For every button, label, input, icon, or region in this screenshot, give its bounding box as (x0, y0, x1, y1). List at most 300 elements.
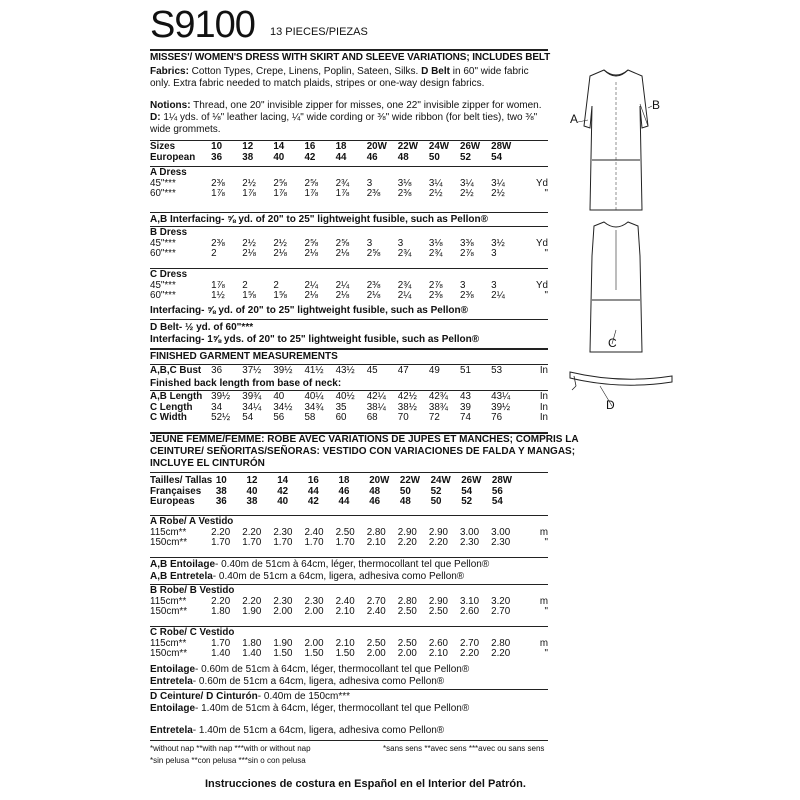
c-dress-table (150, 270, 548, 302)
finished-title: FINISHED GARMENT MEASUREMENTS (150, 351, 338, 362)
unit-cell: " (544, 537, 548, 549)
table-row (150, 366, 548, 377)
table-cell: 2.30 (460, 537, 480, 549)
unit-cell: m (539, 526, 548, 538)
table-cell: 53 (491, 365, 503, 376)
table-cell: 1⅝ (273, 290, 287, 302)
table-cell: 3 (366, 177, 373, 189)
table-cell: 2.30 (491, 537, 511, 549)
table-cell: 2¼ (397, 290, 412, 302)
table-cell: 2.00 (273, 606, 293, 618)
table-cell: 38¼ (366, 401, 386, 413)
row-label: 150cm** (150, 606, 188, 618)
table-cell: 2⅜ (397, 188, 412, 200)
table-row (150, 607, 548, 618)
table-cell: 26W (461, 475, 482, 486)
table-cell: 40¼ (304, 391, 324, 402)
divider (150, 319, 548, 320)
table-cell: 22W (399, 475, 421, 486)
c-interfacing: Interfacing- ⅝ yd. of 20" to 25" lightweight fusible, such as Pellon® (150, 305, 469, 316)
table-cell: 1⅞ (211, 279, 225, 291)
row-label: European (150, 151, 196, 163)
table-cell: 2.30 (273, 595, 293, 607)
row-label: 115cm** (150, 595, 187, 607)
table-cell: 2.10 (335, 606, 355, 618)
table-cell: 76 (491, 412, 503, 424)
table-cell: 2⅝ (304, 237, 319, 249)
label-b: B (652, 98, 661, 112)
unit-cell: " (544, 606, 548, 618)
table-cell: 37½ (242, 365, 262, 376)
table-cell: 2.70 (366, 595, 386, 607)
label-a: A (570, 112, 579, 126)
table-cell: 52 (430, 485, 442, 497)
unit-cell (523, 476, 548, 487)
row-label: 45"*** (150, 237, 176, 249)
table-cell: 2.80 (397, 595, 417, 607)
table-cell: 34 (211, 401, 223, 413)
section-label: C Robe/ C Vestido (150, 627, 235, 638)
table-cell: 10 (215, 475, 227, 486)
row-label: A,B,C Bust (150, 365, 202, 376)
table-cell: 38½ (397, 401, 417, 413)
table-cell: 56 (491, 485, 503, 497)
table-cell: 40 (273, 151, 285, 163)
table-cell: 2.90 (397, 526, 417, 538)
table-cell: 2.40 (366, 606, 386, 618)
row-label: 150cm** (150, 537, 188, 549)
pattern-back-sheet (145, 0, 579, 800)
table-cell: 36 (215, 496, 227, 508)
table-cell: 42¾ (428, 391, 448, 402)
table-cell: 3 (460, 279, 466, 291)
divider (150, 689, 548, 690)
table-row (150, 179, 548, 190)
table-cell: 44 (335, 151, 347, 163)
table-cell: 34¼ (242, 401, 262, 413)
table-cell: 1.50 (304, 648, 324, 660)
table-cell: 52 (460, 151, 471, 163)
table-cell: 52½ (211, 412, 231, 424)
pieces-count: 13 PIECES/PIEZAS (270, 26, 368, 38)
table-cell: 42 (304, 151, 316, 163)
table-cell: 2¼ (335, 279, 350, 291)
table-cell: 38 (242, 151, 254, 163)
row-label: 60"*** (150, 248, 176, 260)
table-cell: 1⅞ (211, 188, 225, 200)
table-cell: 2⅜ (366, 279, 381, 291)
table-row (150, 649, 548, 660)
dress-ab-outline (584, 70, 648, 210)
table-cell: 2¾ (335, 177, 350, 189)
row-label: A,B Length (150, 391, 203, 402)
table-cell: 2⅞ (460, 248, 474, 260)
table-cell: 3.00 (491, 526, 511, 538)
table-cell: 2.00 (304, 637, 324, 649)
notions-note: Notions: Thread, one 20" invisible zipper for misses, one 22" invisible zipper for women. D: 1¼ yds. of ⅛" leather lacing, ¼" wide cording or ⅜" wide ribbon (for belt ties), two ⅜" wide grommets. (150, 100, 542, 135)
dress-c-outline (590, 222, 642, 352)
unit-cell: Yd (536, 237, 548, 249)
table-row (150, 392, 548, 403)
table-cell: 16 (304, 141, 316, 152)
table-cell: 52 (461, 496, 473, 508)
table-cell: 39½ (211, 391, 231, 402)
table-cell: 40 (273, 391, 285, 402)
pattern-title: MISSES'/ WOMEN'S DRESS WITH SKIRT AND SLEEVE VARIATIONS; INCLUDES BELT (150, 52, 551, 63)
table-cell: 42 (307, 496, 319, 508)
table-cell: 39½ (491, 401, 511, 413)
table-cell: 2.00 (304, 606, 324, 618)
table-cell: 50 (399, 485, 411, 497)
table-cell: 1.40 (211, 648, 231, 660)
table-cell: 1.70 (304, 537, 324, 549)
row-label: 45"*** (150, 177, 176, 189)
table-cell: 2¼ (304, 279, 319, 291)
table-cell: 38¾ (428, 401, 448, 413)
b-dress-table (150, 228, 548, 260)
row-label: Françaises (150, 485, 202, 497)
table-cell: 2⅛ (304, 248, 319, 260)
table-row (150, 249, 548, 260)
unit-cell (522, 153, 548, 164)
table-cell: 43¼ (491, 391, 511, 402)
table-cell: 2½ (273, 237, 287, 249)
table-cell: 3 (491, 279, 497, 291)
row-label: Europeas (150, 496, 195, 508)
section-header (150, 517, 548, 528)
table-row (150, 476, 548, 487)
table-cell: 2½ (491, 188, 505, 200)
table-cell: 20W (369, 475, 390, 486)
footnote-es: *sin pelusa **con pelusa ***sin o con pelusa (150, 756, 306, 765)
table-cell: 2.80 (366, 526, 386, 538)
unit-cell: " (544, 648, 548, 660)
unit-cell: " (544, 290, 548, 302)
table-cell: 10 (211, 141, 223, 152)
table-cell: 50 (430, 496, 442, 508)
table-cell: 2.20 (242, 526, 262, 538)
unit-cell: " (544, 248, 548, 260)
table-cell: 3½ (491, 237, 505, 249)
table-cell: 2½ (460, 188, 474, 200)
section-header (150, 628, 548, 639)
divider (150, 268, 548, 269)
table-cell: 2⅛ (335, 248, 350, 260)
table-cell: 1½ (211, 290, 225, 302)
table-cell: 74 (460, 412, 471, 424)
table-cell: 2⅛ (304, 290, 319, 302)
table-cell: 2.20 (428, 537, 448, 549)
table-cell: 2⅜ (366, 188, 381, 200)
table-cell: 48 (399, 496, 411, 508)
table-row (150, 239, 548, 250)
table-cell: 36 (211, 365, 223, 376)
table-cell: 38 (215, 485, 227, 497)
table-cell: 2⅜ (428, 290, 443, 302)
table-cell: 1.70 (211, 637, 231, 649)
table-cell: 2.70 (460, 637, 480, 649)
unit-cell: Yd (536, 279, 548, 291)
divider (150, 472, 548, 473)
section-label: C Dress (150, 269, 188, 280)
table-cell: 2⅛ (366, 290, 381, 302)
a-dress-table (150, 168, 548, 200)
table-cell: 2.90 (428, 595, 448, 607)
table-cell: 2⅛ (335, 290, 350, 302)
table-cell: 3 (491, 248, 497, 260)
table-cell: 70 (397, 412, 409, 424)
table-cell: 34½ (273, 401, 293, 413)
table-row (150, 189, 548, 200)
table-cell: 45 (366, 365, 378, 376)
row-label: C Length (150, 401, 193, 413)
divider (150, 212, 548, 213)
table-cell: 2.50 (397, 637, 417, 649)
table-cell: 2.20 (460, 648, 480, 660)
table-cell: 1.80 (242, 637, 262, 649)
table-cell: 2⅞ (428, 279, 443, 291)
d-belt: D Belt- ½ yd. of 60"*** (150, 322, 254, 333)
table-cell: 2½ (242, 237, 256, 249)
table-cell: 36 (211, 151, 223, 163)
table-cell: 49 (428, 365, 440, 376)
table-cell: 72 (428, 412, 440, 424)
table-cell: 1.50 (335, 648, 355, 660)
table-cell: 39 (460, 401, 471, 413)
table-cell: 43 (460, 391, 471, 402)
table-cell: 18 (335, 141, 347, 152)
label-d: D (606, 398, 615, 412)
table-cell: 3 (397, 237, 404, 249)
table-cell: 20W (366, 141, 387, 152)
table-cell: 1⅞ (335, 188, 350, 200)
table-cell: 51 (460, 365, 471, 376)
back-length-title: Finished back length from base of neck: (150, 378, 342, 389)
table-cell: 2¼ (491, 290, 505, 302)
belt-d-outline (570, 372, 672, 406)
table-cell: 2⅜ (211, 177, 225, 189)
table-cell: 1.90 (242, 606, 262, 618)
table-row (150, 497, 548, 508)
table-cell: 18 (338, 475, 350, 486)
table-cell: 2½ (428, 188, 443, 200)
table-cell: 2.50 (397, 606, 417, 618)
table-cell: 41½ (304, 365, 324, 376)
section-header (150, 586, 548, 597)
table-cell: 40½ (335, 391, 355, 402)
table-cell: 14 (273, 141, 285, 152)
table-cell: 1⅝ (242, 290, 256, 302)
table-cell: 3.10 (460, 595, 480, 607)
table-cell: 54 (242, 412, 254, 424)
row-label: C Width (150, 412, 187, 424)
table-cell: 68 (366, 412, 378, 424)
table-row (150, 403, 548, 414)
table-cell: 2.20 (211, 526, 231, 538)
section-header (150, 228, 548, 239)
table-cell: 43½ (335, 365, 355, 376)
table-cell: 28W (491, 141, 512, 152)
d-ceinture: D Ceinture/ D Cinturón- 0.40m de 150cm*** (150, 691, 351, 702)
table-cell: 54 (491, 151, 503, 163)
table-cell: 3¼ (428, 177, 443, 189)
table-cell: 1⅞ (273, 188, 287, 200)
table-cell: 24W (430, 475, 451, 486)
divider (150, 226, 548, 227)
a-robe-table (150, 517, 548, 549)
table-cell: 12 (242, 141, 254, 152)
table-cell: 28W (491, 475, 513, 486)
table-cell: 1.50 (273, 648, 293, 660)
illustrations (560, 60, 800, 460)
table-cell: 44 (338, 496, 350, 508)
footnote-fr: *sans sens **avec sens ***avec ou sans sens (383, 744, 545, 753)
footnote-en: *without nap **with nap ***with or without nap (150, 744, 311, 753)
table-cell: 2.50 (366, 637, 386, 649)
table-cell: 42½ (397, 391, 417, 402)
table-cell: 44 (307, 485, 319, 497)
table-cell: 2⅝ (366, 248, 381, 260)
row-label: 150cm** (150, 648, 188, 660)
table-cell: 2.00 (366, 648, 386, 660)
table-cell: 2⅝ (273, 177, 287, 189)
table-cell: 1.90 (273, 637, 293, 649)
table-cell: 1.40 (242, 648, 262, 660)
table-cell: 42 (277, 485, 289, 497)
table-cell: 39½ (273, 365, 293, 376)
pattern-code: S9100 (150, 4, 255, 46)
table-cell: 2.90 (428, 526, 448, 538)
table-row (150, 487, 548, 498)
tailles-table (150, 476, 548, 508)
dress-illustrations (560, 60, 800, 460)
table-cell: 2.20 (491, 648, 511, 660)
european-row (150, 153, 548, 164)
table-cell: 3 (366, 237, 373, 249)
section-header (150, 270, 548, 281)
unit-cell (523, 497, 548, 508)
table-cell: 47 (397, 365, 409, 376)
table-row (150, 538, 548, 549)
pointer-a (578, 120, 588, 122)
table-cell: 2¾ (428, 248, 443, 260)
table-cell: 1.80 (211, 606, 231, 618)
section-label: B Robe/ B Vestido (150, 585, 235, 596)
row-label: 115cm** (150, 526, 187, 538)
table-cell: 16 (307, 475, 319, 486)
unit-cell: m (539, 595, 548, 607)
ab-entretela: A,B Entretela- 0.40m de 51cm a 64cm, ligera, adhesiva como Pellon® (150, 571, 465, 582)
table-cell: 1.70 (242, 537, 262, 549)
table-cell: 54 (491, 496, 503, 508)
table-cell: 48 (369, 485, 381, 497)
section-header (150, 168, 548, 179)
section-label: B Dress (150, 227, 188, 238)
bottom-note: Instrucciones de costura en Español en el Interior del Patrón. (205, 778, 526, 790)
row-label: 60"*** (150, 290, 176, 302)
table-cell: 3¼ (460, 177, 474, 189)
table-cell: 14 (277, 475, 289, 486)
row-label: Sizes (150, 141, 176, 152)
table-cell: 2.80 (491, 637, 511, 649)
divider (150, 740, 548, 741)
unit-cell (523, 487, 548, 498)
table-cell: 2¾ (397, 279, 412, 291)
table-cell: 48 (397, 151, 409, 163)
row-label: 60"*** (150, 188, 176, 200)
table-cell: 24W (428, 141, 450, 152)
divider (150, 140, 548, 141)
table-cell: 1⅞ (304, 188, 319, 200)
table-cell: 50 (428, 151, 440, 163)
section-label: A Dress (150, 167, 187, 178)
ab-entoilage: A,B Entoilage- 0.40m de 51cm à 64cm, léger, thermocollant tel que Pellon® (150, 559, 490, 570)
table-cell: 2.30 (304, 595, 324, 607)
c-entretela: Entretela- 0.60m de 51cm a 64cm, ligera, adhesiva como Pellon® (150, 676, 445, 687)
table-cell: 2.60 (460, 606, 480, 618)
table-cell: 2.10 (366, 537, 386, 549)
table-cell: 40 (277, 496, 289, 508)
table-cell: 2.50 (335, 526, 355, 538)
bust-table (150, 366, 548, 377)
table-cell: 2⅛ (242, 248, 256, 260)
table-cell: 2⅝ (304, 177, 319, 189)
lengths-table (150, 392, 548, 424)
table-cell: 2.10 (428, 648, 448, 660)
table-cell: 2 (211, 248, 217, 260)
french-title: JEUNE FEMME/FEMME: ROBE AVEC VARIATIONS DE JUPES ET MANCHES; COMPRIS LA CEINTURE/ SEÑORITAS/SEÑORAS: VESTIDO CON VARIACIONES DE FALDA Y MANGAS; INCLUYE EL CINTURÓN (150, 434, 579, 469)
table-cell: 2.70 (491, 606, 511, 618)
unit-cell: In (539, 412, 548, 424)
section-label: A Robe/ A Vestido (150, 516, 234, 527)
c-robe-table (150, 628, 548, 660)
d-interfacing: Interfacing- 1⅝ yds. of 20" to 25" lightweight fusible, such as Pellon® (150, 334, 480, 345)
table-cell: 2.40 (335, 595, 355, 607)
sizes-row (150, 142, 548, 153)
table-cell: 2.20 (211, 595, 231, 607)
table-cell: 2.00 (397, 648, 417, 660)
row-label: 45"*** (150, 279, 176, 291)
table-cell: 39¾ (242, 391, 262, 402)
unit-cell (522, 142, 548, 153)
header (150, 4, 560, 46)
table-cell: 60 (335, 412, 347, 424)
table-row (150, 281, 548, 292)
table-cell: 1.70 (273, 537, 293, 549)
table-cell: 35 (335, 401, 347, 413)
d-entoilage: Entoilage- 1.40m de 51cm à 64cm, léger, thermocollant tel que Pellon® (150, 703, 470, 714)
table-cell: 38 (246, 496, 258, 508)
table-cell: 2.60 (428, 637, 448, 649)
table-cell: 2½ (242, 177, 256, 189)
table-cell: 2.20 (397, 537, 417, 549)
divider (150, 166, 548, 167)
table-cell: 2⅜ (211, 237, 225, 249)
table-cell: 46 (338, 485, 350, 497)
ab-interfacing: A,B Interfacing- ⅝ yd. of 20" to 25" lightweight fusible, such as Pellon® (150, 214, 489, 225)
table-cell: 34¾ (304, 401, 324, 413)
table-cell: 26W (460, 141, 481, 152)
table-cell: 54 (461, 485, 473, 497)
table-cell: 3.00 (460, 526, 480, 538)
table-row (150, 413, 548, 424)
divider (150, 557, 548, 558)
table-cell: 3⅛ (397, 177, 412, 189)
unit-cell: " (544, 188, 548, 200)
unit-cell: Yd (536, 177, 548, 189)
table-cell: 2.20 (242, 595, 262, 607)
unit-cell: m (539, 637, 548, 649)
